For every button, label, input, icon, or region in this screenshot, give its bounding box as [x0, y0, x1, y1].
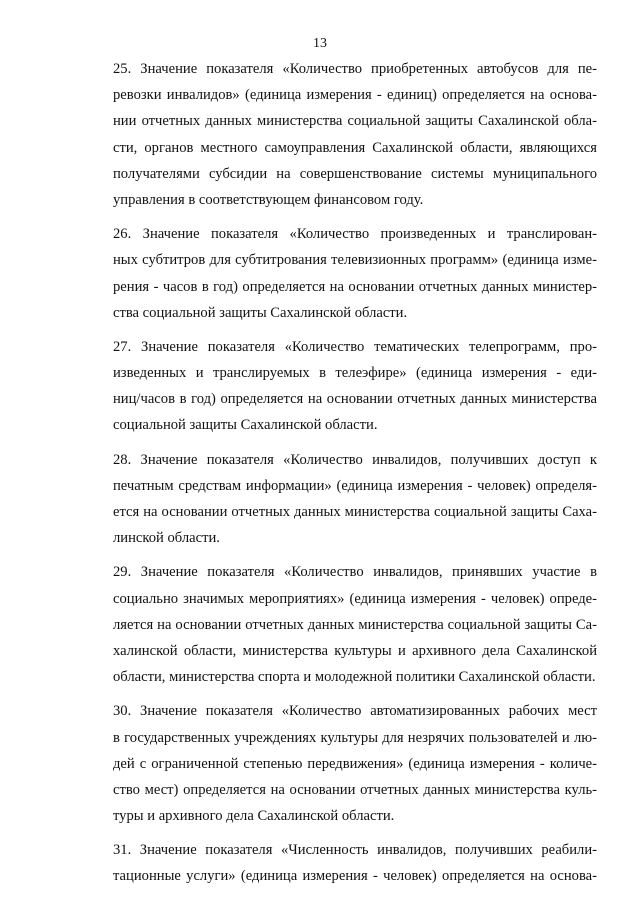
text-line: 28. Значение показателя «Количество инвалидов, получивших доступ к [113, 451, 597, 468]
paragraph-28 [113, 447, 597, 552]
text-line: социально значимых мероприятиях» (единица измерения - человек) опреде- [113, 590, 597, 607]
text-line: ниц/часов в год) определяется на основании отчетных данных министерства [113, 391, 597, 408]
text-line: туры и архивного дела Сахалинской области. [113, 808, 395, 825]
text-line: ства социальной защиты Сахалинской области. [113, 304, 408, 321]
document-body [113, 56, 597, 898]
text-line: получателями субсидии на совершенствование системы муниципального [113, 165, 597, 182]
paragraph-30 [113, 698, 597, 829]
text-line: ных субтитров для субтитрования телевизионных программ» (единица изме- [113, 252, 597, 269]
text-line: 27. Значение показателя «Количество тематических телепрограмм, про- [113, 338, 597, 355]
text-line: ляется на основании отчетных данных министерства социальной защиты Са- [113, 616, 597, 633]
paragraph-26 [113, 221, 597, 326]
text-line: ревозки инвалидов» (единица измерения - единиц) определяется на основа- [113, 87, 597, 104]
text-line: 31. Значение показателя «Численность инвалидов, получивших реабили- [113, 842, 597, 859]
text-line: 26. Значение показателя «Количество произведенных и транслирован- [113, 226, 597, 243]
text-line: 25. Значение показателя «Количество приобретенных автобусов для пе- [113, 61, 597, 77]
text-line: социальной защиты Сахалинской области. [113, 417, 378, 434]
text-line: изведенных и транслируемых в телеэфире» (единица измерения - еди- [113, 365, 597, 382]
text-line: в государственных учреждениях культуры для незрячих пользователей и лю- [113, 729, 597, 746]
text-line: печатным средствам информации» (единица измерения - человек) определя- [113, 477, 597, 494]
paragraph-29 [113, 559, 597, 690]
paragraph-31 [113, 837, 597, 889]
paragraph-27 [113, 334, 597, 439]
text-line: 29. Значение показателя «Количество инвалидов, принявших участие в [113, 564, 597, 581]
paragraph-25 [113, 56, 597, 213]
text-line: тационные услуги» (единица измерения - человек) определяется на основа- [113, 868, 597, 885]
text-line: ство мест) определяется на основании отчетных данных министерства куль- [113, 781, 597, 798]
text-line: управления в соответствующем финансовом году. [113, 191, 424, 208]
text-line: нии отчетных данных министерства социальной защиты Сахалинской обла- [113, 113, 597, 130]
page-number: 13 [313, 36, 327, 51]
text-line: халинской области, министерства культуры и архивного дела Сахалинской [113, 642, 597, 659]
text-line: 30. Значение показателя «Количество автоматизированных рабочих мест [113, 703, 597, 720]
text-line: линской области. [113, 530, 220, 547]
text-line: области, министерства спорта и молодежной политики Сахалинской области. [113, 669, 596, 686]
text-line: дей с ограниченной степенью передвижения» (единица измерения - количе- [113, 755, 597, 772]
text-line: рения - часов в год) определяется на основании отчетных данных министер- [113, 278, 597, 295]
text-line: сти, органов местного самоуправления Сахалинской области, являющихся [113, 139, 597, 156]
text-line: ется на основании отчетных данных министерства социальной защиты Саха- [113, 504, 597, 520]
